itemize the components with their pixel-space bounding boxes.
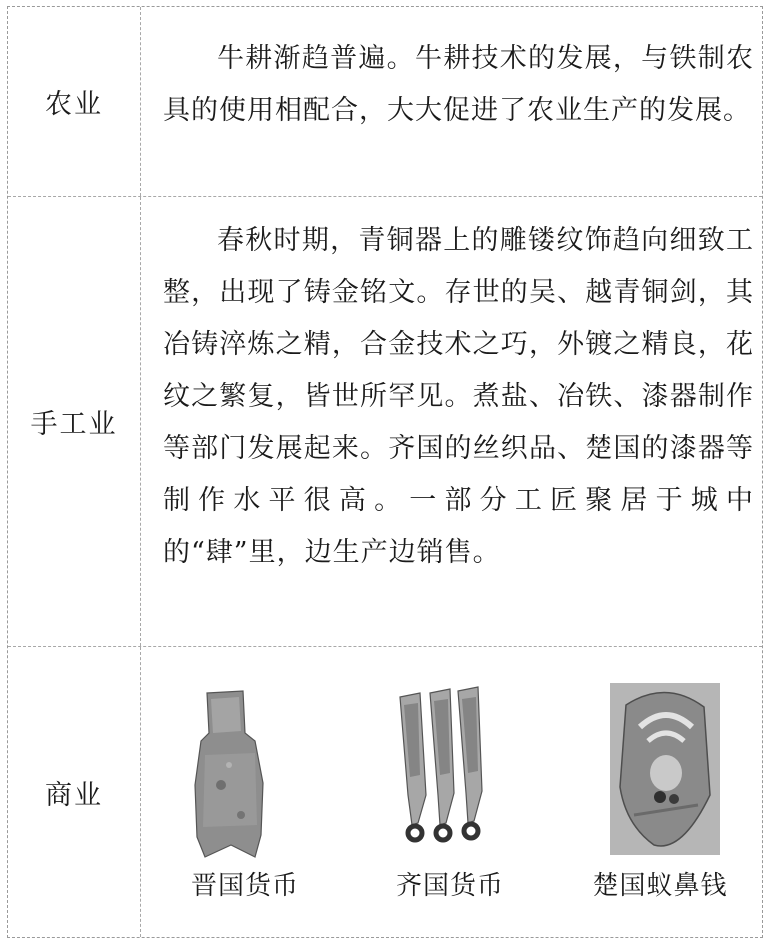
handicraft-text: 春秋时期，青铜器上的雕镂纹饰趋向细致工整，出现了铸金铭文。存世的吴、越青铜剑，其冶铸淬炼之精，合金技术之巧，外镀之精良，花纹之繁复，皆世所罕见。煮盐、冶铁、漆器制作等部门发展起来。齐国的丝织品、楚国的漆器等制作水平很高。一部分工匠聚居于城中的“肆”里，边生产边销售。 <box>163 225 754 568</box>
coin-images <box>140 647 762 937</box>
coin-qi <box>360 675 540 905</box>
history-table <box>7 6 763 938</box>
qi-knife-coins-image <box>360 675 540 860</box>
coin-jin <box>155 675 335 905</box>
agriculture-text: 牛耕渐趋普遍。牛耕技术的发展，与铁制农具的使用相配合，大大促进了农业生产的发展。 <box>163 43 754 126</box>
caption-chu: 楚国蚁鼻钱 <box>592 871 728 901</box>
row-label-commerce: 商业 <box>8 647 141 937</box>
caption-qi: 齐国货币 <box>395 871 504 901</box>
row-agriculture <box>8 7 762 197</box>
caption-jin: 晋国货币 <box>190 871 299 901</box>
row-label-agriculture: 农业 <box>8 7 141 196</box>
row-label-handicraft: 手工业 <box>8 197 141 646</box>
row-handicraft <box>8 197 762 647</box>
row-commerce <box>8 647 762 937</box>
coin-chu <box>570 675 750 905</box>
jin-spade-coin-image <box>155 675 335 860</box>
chu-ant-nose-coin-image <box>570 675 750 860</box>
